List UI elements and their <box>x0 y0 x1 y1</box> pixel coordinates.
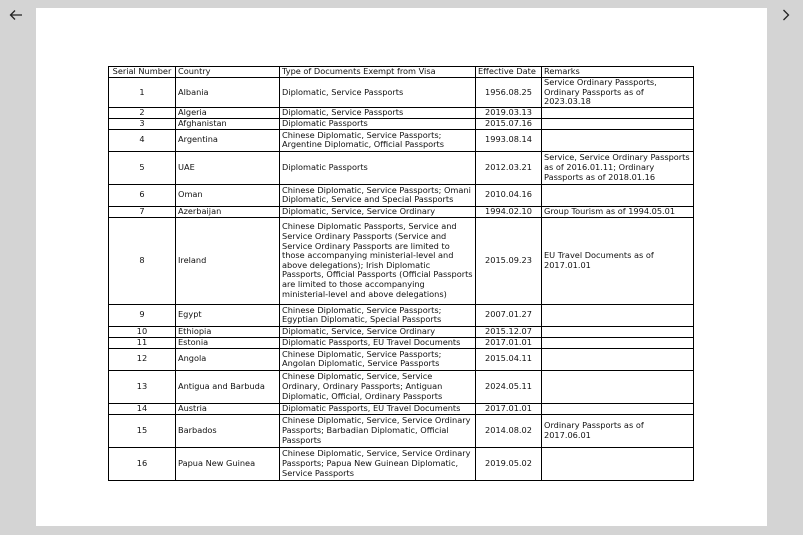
date-cell: 2015.12.07 <box>476 326 542 337</box>
serial-cell: 16 <box>109 447 176 480</box>
date-cell: 1994.02.10 <box>476 206 542 217</box>
documents-cell: Diplomatic, Service Passports <box>280 78 476 108</box>
table-header-row <box>109 67 694 78</box>
table-row <box>109 348 694 370</box>
documents-cell: Diplomatic, Service, Service Ordinary <box>280 326 476 337</box>
documents-cell: Chinese Diplomatic, Service Passports; Angolan Diplomatic, Service Passports <box>280 348 476 370</box>
country-cell: Oman <box>176 184 280 206</box>
country-cell: Azerbaijan <box>176 206 280 217</box>
table-row <box>109 447 694 480</box>
remarks-cell <box>542 129 694 151</box>
date-cell: 2010.04.16 <box>476 184 542 206</box>
documents-cell: Diplomatic Passports <box>280 151 476 184</box>
remarks-cell: EU Travel Documents as of 2017.01.01 <box>542 217 694 304</box>
header-remarks: Remarks <box>542 67 694 78</box>
documents-cell: Diplomatic, Service Passports <box>280 107 476 118</box>
table-row <box>109 78 694 108</box>
country-cell: Austria <box>176 403 280 414</box>
remarks-cell <box>542 304 694 326</box>
documents-cell: Diplomatic Passports <box>280 118 476 129</box>
country-cell: UAE <box>176 151 280 184</box>
date-cell: 2015.07.16 <box>476 118 542 129</box>
table-row <box>109 304 694 326</box>
document-page <box>36 8 767 526</box>
table-row <box>109 217 694 304</box>
documents-cell: Chinese Diplomatic Passports, Service and Service Ordinary Passports (Service and Service Ordinary Passports are limited to those accompanying ministerial-level and above delegations); Irish Diplomatic Passports, Official Passports (Official Passports are limited to those accompanying ministerial-level and above delegations) <box>280 217 476 304</box>
serial-cell: 5 <box>109 151 176 184</box>
country-cell: Antigua and Barbuda <box>176 370 280 403</box>
date-cell: 1993.08.14 <box>476 129 542 151</box>
table-row <box>109 129 694 151</box>
remarks-cell <box>542 348 694 370</box>
date-cell: 2017.01.01 <box>476 403 542 414</box>
country-cell: Ireland <box>176 217 280 304</box>
next-page-button[interactable] <box>778 6 794 24</box>
documents-cell: Diplomatic Passports, EU Travel Documents <box>280 403 476 414</box>
serial-cell: 15 <box>109 414 176 447</box>
serial-cell: 3 <box>109 118 176 129</box>
country-cell: Papua New Guinea <box>176 447 280 480</box>
documents-cell: Chinese Diplomatic, Service Passports; Argentine Diplomatic, Official Passports <box>280 129 476 151</box>
chevron-right-icon <box>782 9 790 21</box>
arrow-left-icon <box>9 9 23 21</box>
country-cell: Argentina <box>176 129 280 151</box>
remarks-cell <box>542 107 694 118</box>
remarks-cell <box>542 337 694 348</box>
table-row <box>109 370 694 403</box>
country-cell: Ethiopia <box>176 326 280 337</box>
remarks-cell <box>542 403 694 414</box>
documents-cell: Diplomatic Passports, EU Travel Documents <box>280 337 476 348</box>
date-cell: 2015.09.23 <box>476 217 542 304</box>
date-cell: 2007.01.27 <box>476 304 542 326</box>
documents-cell: Chinese Diplomatic, Service, Service Ordinary Passports; Barbadian Diplomatic, Official Passports <box>280 414 476 447</box>
remarks-cell <box>542 370 694 403</box>
date-cell: 2012.03.21 <box>476 151 542 184</box>
remarks-cell: Service Ordinary Passports, Ordinary Passports as of 2023.03.18 <box>542 78 694 108</box>
visa-exemption-table <box>108 66 694 481</box>
serial-cell: 2 <box>109 107 176 118</box>
date-cell: 2019.03.13 <box>476 107 542 118</box>
header-serial-number: Serial Number <box>109 67 176 78</box>
country-cell: Algeria <box>176 107 280 118</box>
serial-cell: 4 <box>109 129 176 151</box>
back-button[interactable] <box>6 5 26 25</box>
remarks-cell: Service, Service Ordinary Passports as of 2016.01.11; Ordinary Passports as of 2018.01.16 <box>542 151 694 184</box>
documents-cell: Diplomatic, Service, Service Ordinary <box>280 206 476 217</box>
date-cell: 2014.08.02 <box>476 414 542 447</box>
date-cell: 2019.05.02 <box>476 447 542 480</box>
table-row <box>109 118 694 129</box>
country-cell: Albania <box>176 78 280 108</box>
date-cell: 2024.05.11 <box>476 370 542 403</box>
serial-cell: 6 <box>109 184 176 206</box>
table-row <box>109 403 694 414</box>
table-row <box>109 206 694 217</box>
header-country: Country <box>176 67 280 78</box>
date-cell: 2017.01.01 <box>476 337 542 348</box>
remarks-cell: Ordinary Passports as of 2017.06.01 <box>542 414 694 447</box>
serial-cell: 1 <box>109 78 176 108</box>
serial-cell: 8 <box>109 217 176 304</box>
country-cell: Estonia <box>176 337 280 348</box>
documents-cell: Chinese Diplomatic, Service, Service Ordinary, Ordinary Passports; Antiguan Diplomatic, Official, Ordinary Passports <box>280 370 476 403</box>
table-row <box>109 326 694 337</box>
table-row <box>109 414 694 447</box>
date-cell: 2015.04.11 <box>476 348 542 370</box>
serial-cell: 12 <box>109 348 176 370</box>
serial-cell: 11 <box>109 337 176 348</box>
documents-cell: Chinese Diplomatic, Service Passports; Omani Diplomatic, Service and Special Passports <box>280 184 476 206</box>
serial-cell: 9 <box>109 304 176 326</box>
country-cell: Afghanistan <box>176 118 280 129</box>
country-cell: Angola <box>176 348 280 370</box>
table-row <box>109 107 694 118</box>
header-document-type: Type of Documents Exempt from Visa <box>280 67 476 78</box>
remarks-cell <box>542 184 694 206</box>
remarks-cell <box>542 447 694 480</box>
date-cell: 1956.08.25 <box>476 78 542 108</box>
documents-cell: Chinese Diplomatic, Service, Service Ordinary Passports; Papua New Guinean Diplomatic, Service Passports <box>280 447 476 480</box>
remarks-cell <box>542 326 694 337</box>
serial-cell: 13 <box>109 370 176 403</box>
documents-cell: Chinese Diplomatic, Service Passports; Egyptian Diplomatic, Special Passports <box>280 304 476 326</box>
serial-cell: 10 <box>109 326 176 337</box>
serial-cell: 14 <box>109 403 176 414</box>
table-row <box>109 337 694 348</box>
serial-cell: 7 <box>109 206 176 217</box>
country-cell: Barbados <box>176 414 280 447</box>
table-row <box>109 151 694 184</box>
header-effective-date: Effective Date <box>476 67 542 78</box>
country-cell: Egypt <box>176 304 280 326</box>
remarks-cell: Group Tourism as of 1994.05.01 <box>542 206 694 217</box>
table-row <box>109 184 694 206</box>
remarks-cell <box>542 118 694 129</box>
